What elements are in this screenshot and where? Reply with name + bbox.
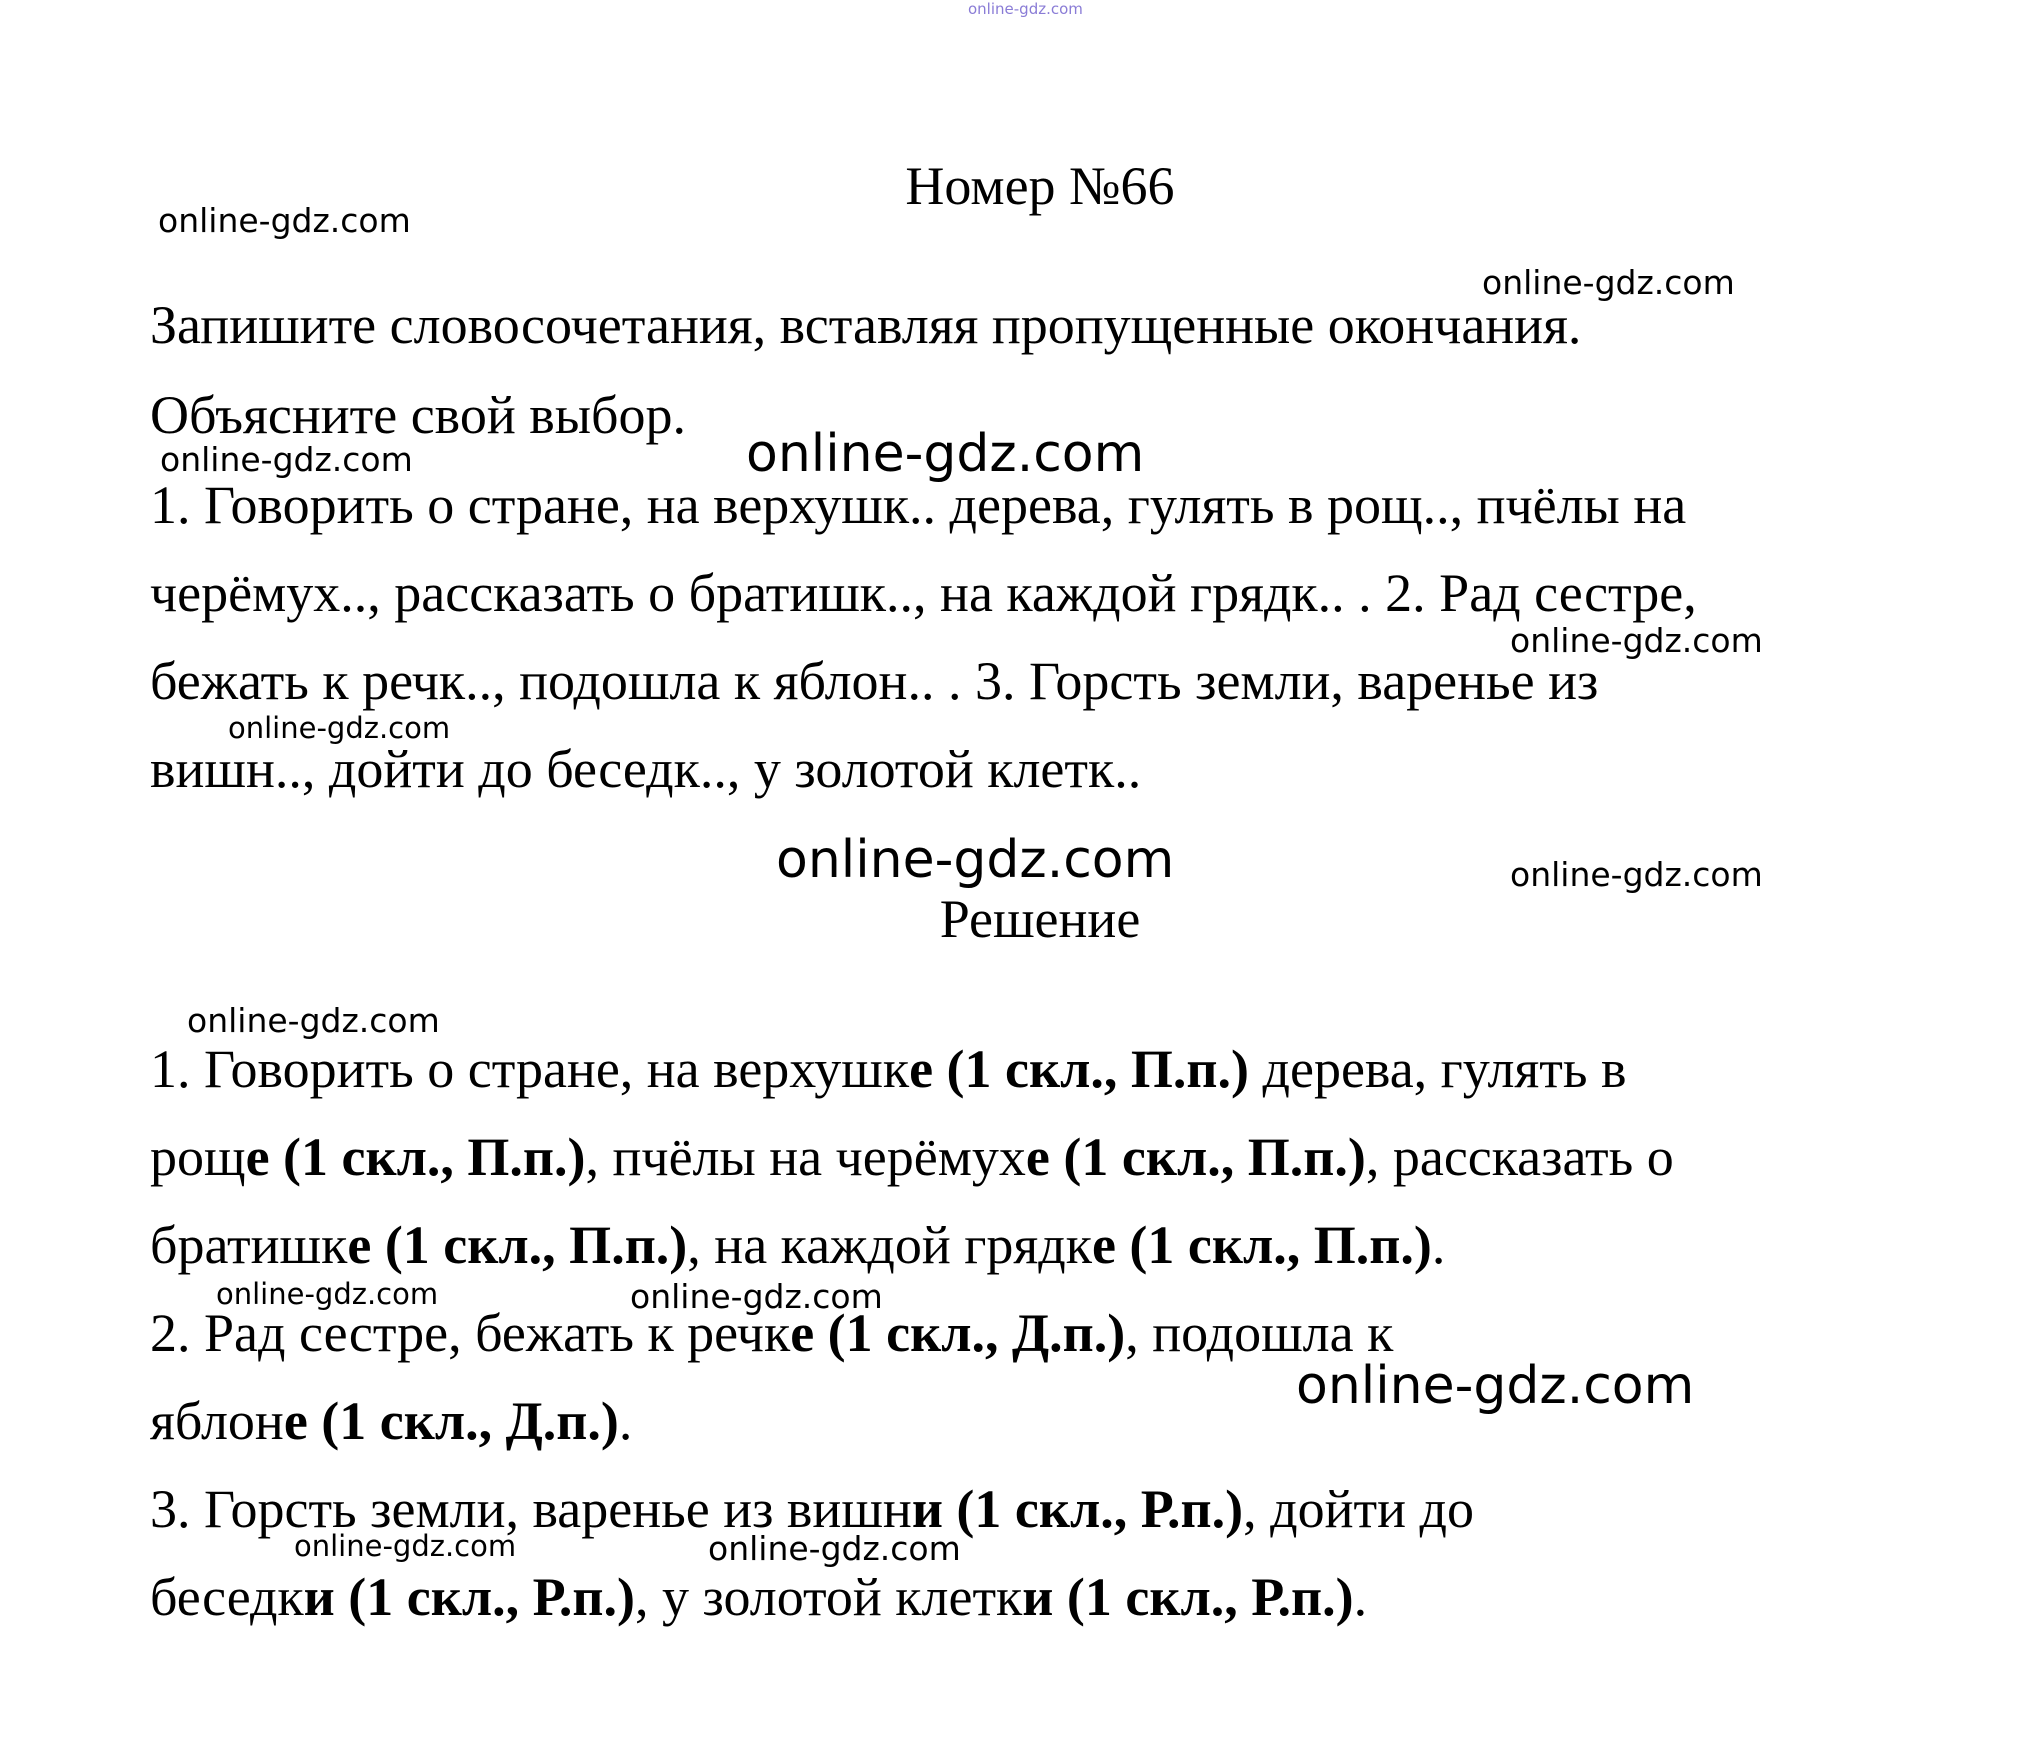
solution-text: , пчёлы на черёмух	[585, 1127, 1026, 1187]
watermark-text: online-gdz.com	[1482, 263, 1735, 302]
solution-text: , на каждой грядк	[687, 1215, 1092, 1275]
task-line-5: бежать к речк.., подошла к яблон.. . 3. Горсть земли, варенье из	[150, 651, 1599, 711]
watermark-text: online-gdz.com	[630, 1277, 883, 1316]
solution-answer: и (1 скл., Р.п.)	[1022, 1567, 1354, 1627]
watermark-text: online-gdz.com	[216, 1277, 439, 1311]
solution-text: братишк	[150, 1215, 348, 1275]
solution-text: яблон	[150, 1391, 284, 1451]
watermark-text: online-gdz.com	[294, 1529, 517, 1563]
solution-line-3	[150, 1212, 1445, 1278]
solution-text: 2. Рад сестре, бежать к речк	[150, 1303, 791, 1363]
page-title: Номер №66	[905, 156, 1175, 216]
task-line-4: черёмух.., рассказать о братишк.., на каждой грядк.. . 2. Рад сестре,	[150, 563, 1697, 623]
solution-text: , подошла к	[1125, 1303, 1394, 1363]
solution-line-5	[150, 1388, 632, 1454]
solution-answer: и (1 скл., Р.п.)	[303, 1567, 635, 1627]
solution-text: дерева, гулять в	[1249, 1039, 1627, 1099]
watermark-text: online-gdz.com	[160, 440, 413, 479]
solution-line-7	[150, 1564, 1367, 1630]
solution-answer: е (1 скл., П.п.)	[909, 1039, 1249, 1099]
watermark-text: online-gdz.com	[746, 424, 1145, 484]
solution-line-1	[150, 1036, 1626, 1102]
solution-text: , дойти до	[1243, 1479, 1474, 1539]
solution-text: 3. Горсть земли, варенье из вишн	[150, 1479, 912, 1539]
watermark-text: online-gdz.com	[1510, 855, 1763, 894]
task-line-1: Запишите словосочетания, вставляя пропущенные окончания.	[150, 295, 1582, 355]
solution-line-2	[150, 1124, 1674, 1190]
solution-text: 1. Говорить о стране, на верхушк	[150, 1039, 910, 1099]
header-watermark: online-gdz.com	[968, 0, 1083, 18]
solution-text: рощ	[150, 1127, 246, 1187]
solution-text: .	[1353, 1567, 1368, 1627]
solution-answer: е (1 скл., Д.п.)	[283, 1391, 619, 1451]
task-line-3: 1. Говорить о стране, на верхушк.. дерева, гулять в рощ.., пчёлы на	[150, 475, 1687, 535]
watermark-text: online-gdz.com	[1296, 1356, 1695, 1416]
task-line-6: вишн.., дойти до беседк.., у золотой клетк..	[150, 739, 1142, 799]
solution-answer: е (1 скл., П.п.)	[347, 1215, 688, 1275]
watermark-text: online-gdz.com	[1510, 621, 1763, 660]
solution-text: .	[618, 1391, 633, 1451]
solution-text: , рассказать о	[1365, 1127, 1674, 1187]
watermark-text: online-gdz.com	[776, 830, 1175, 890]
solution-answer: е (1 скл., Д.п.)	[790, 1303, 1126, 1363]
solution-heading: Решение	[939, 889, 1141, 949]
solution-answer: е (1 скл., П.п.)	[1025, 1127, 1366, 1187]
watermark-text: online-gdz.com	[158, 201, 411, 240]
watermark-text: online-gdz.com	[187, 1001, 440, 1040]
solution-text: беседк	[150, 1567, 304, 1627]
solution-text: .	[1431, 1215, 1446, 1275]
solution-text: , у золотой клетк	[634, 1567, 1023, 1627]
solution-answer: е (1 скл., П.п.)	[245, 1127, 586, 1187]
solution-answer: е (1 скл., П.п.)	[1091, 1215, 1432, 1275]
watermark-text: online-gdz.com	[708, 1529, 961, 1568]
watermark-text: online-gdz.com	[228, 711, 451, 745]
task-line-2: Объясните свой выбор.	[150, 385, 686, 445]
solution-answer: и (1 скл., Р.п.)	[911, 1479, 1244, 1539]
